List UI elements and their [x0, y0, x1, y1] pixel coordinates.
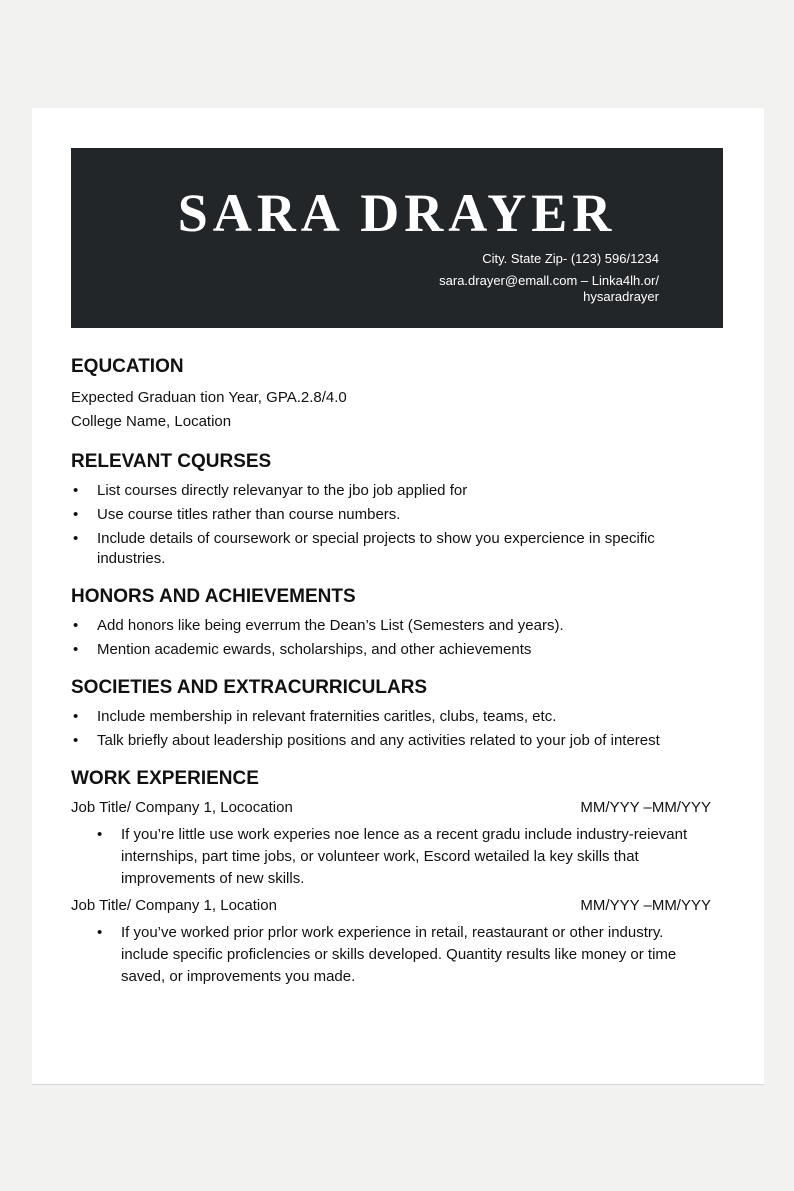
education-title: EQUCATION — [71, 356, 184, 377]
contact-address-phone: City. State Zip- (123) 596/1234 — [482, 251, 659, 266]
list-item: • Use course titles rather than course numbers. — [73, 506, 401, 523]
honors-title: HONORS AND ACHIEVEMENTS — [71, 586, 356, 607]
job-2-title: Job Title/ Company 1, Location — [71, 897, 277, 914]
contact-info — [439, 251, 659, 305]
list-item: • List courses directly relevanyar to the jbo job applied for — [73, 482, 468, 499]
list-item: • Add honors like being everrum the Dean’s List (Semesters and years). — [73, 617, 564, 634]
job-2-dates: MM/YYY –MM/YYY — [580, 897, 711, 914]
education-section — [71, 355, 711, 434]
courses-section — [71, 450, 711, 569]
list-item: • Talk briefly about leadership positions and any activities related to your job of interest — [73, 732, 660, 749]
list-item: • Include membership in relevant fraternities caritles, clubs, teams, etc. — [73, 708, 557, 725]
job-1-dates: MM/YYY –MM/YYY — [580, 799, 711, 816]
contact-link-handle: hysaradrayer — [583, 289, 659, 304]
job-2-header — [71, 896, 711, 916]
education-graduation: Expected Graduan tion Year, GPA.2.8/4.0 — [71, 389, 347, 406]
societies-title: SOCIETIES AND EXTRACURRICULARS — [71, 677, 428, 698]
courses-title: RELEVANT CQURSES — [71, 451, 272, 472]
work-title: WORK EXPERIENCE — [71, 768, 259, 789]
page-edge-divider — [32, 1084, 764, 1085]
list-item: • Include details of coursework or special projects to show you expercience in specific industries. — [73, 530, 655, 567]
education-college: College Name, Location — [71, 413, 232, 430]
honors-section — [71, 585, 711, 660]
list-item: • If you’ve worked prior prlor work experience in retail, reastaurant or other industry. include specific proficlencies or skills developed. Quantity results like money or time saved, or improvements you made. — [97, 924, 677, 985]
resume-page — [32, 108, 764, 1084]
courses-list — [71, 481, 711, 569]
job-1-header — [71, 798, 711, 818]
candidate-name: SARA DRAYER — [177, 183, 617, 243]
list-item: • Mention academic ewards, scholarships, and other achievements — [73, 641, 532, 658]
job-1-title: Job Title/ Company 1, Lococation — [71, 799, 293, 816]
work-section — [71, 767, 711, 988]
honors-list — [71, 616, 711, 660]
job-2-list — [71, 922, 711, 988]
list-item: • If you’re little use work experies noe lence as a recent gradu include industry-reievant internships, part time jobs, or volunteer work, Escord wetailed la key skills that improvements of new skills. — [97, 826, 688, 887]
job-1-list — [71, 824, 711, 890]
societies-list — [71, 707, 711, 751]
contact-email-link: sara.drayer@emall.com – Linka4lh.or/ — [439, 273, 659, 288]
header-band — [71, 148, 723, 328]
resume-body — [71, 355, 711, 1004]
societies-section — [71, 676, 711, 751]
